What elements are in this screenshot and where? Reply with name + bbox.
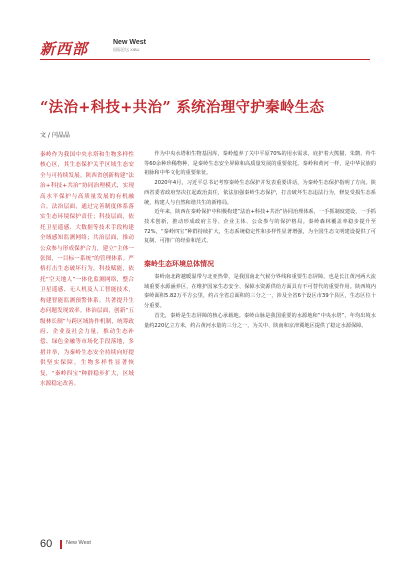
page-footer (40, 538, 160, 552)
article-title: “法治+科技+共治” 系统治理守护秦岭生态 (40, 99, 325, 116)
article-author: 文 / 闫晶晶 (40, 132, 70, 139)
masthead-logo: 新西部 (40, 40, 89, 58)
footer-accent-bar (60, 540, 62, 549)
brand-subtitle: 国际论坛 XIBU (113, 47, 140, 52)
brand-block (113, 39, 146, 52)
body-paragraph: 首先，秦岭是生态屏障的核心承载地。秦岭山脉是我国重要的水源地和“中央水塔”，年均出境水量约220亿立方米，约占黄河水量的三分之一，为关中、陕南和京津冀地区提供了稳定水源保障。 (144, 312, 376, 329)
article-abstract: 秦岭作为我国中央水塔和生物多样性核心区，其生态保护关乎区域生态安全与可持续发展。陕西省创新构建“法治+科技+共治”协同治理模式，实现高水平保护与高质量发展的有机融合。法治层面，通过完善制度体系落实生态环境保护责任；科技层面，依托卫星遥感、大数据等技术手段构建全域感知监测网络；共治层面，推动公众参与形成保护合力，建立“主体一张图，一目标一系统”的管理体系。严格打击生态破坏行为，科技赋能，依托“空天地人”一体化监测网络，整合卫星遥感、无人机及人工智能技术，构建智能监测预警体系。共著提升生态问题发现效率。体治层面，创新“五级林长制”与跨区域协作机制，统筹政府、企业及社会力量，推动生态补偿、绿色金融等市场化手段落地，多措并举，为秦岭生态安全持续向好提供坚实保障，生物多样性显著恢复，“秦岭四宝”种群稳步扩大，区域水源稳定改善。 (40, 152, 134, 387)
body-paragraph: 近年来，陕西在秦岭保护中积极构建“法治+科技+共治”协同治理体系，一手抓制度建设，一手抓技术创新，推动形成政府主导、企业主体、公众参与的保护格局。秦岭森林覆盖率稳步提升至72%，“秦岭四宝”种群持续扩大，生态系统稳定性和多样性显著增强，为全国生态文明建设提供了可复制、可推广的经验和范式。 (144, 209, 376, 245)
header-divider (40, 59, 370, 60)
body-paragraph: 秦岭南北跨越暖温带与北亚热带，是我国南北气候分界线和重要生态屏障，也是长江黄河两大流域重要水源涵养区，在维护国家生态安全、保障水资源供给方面具有不可替代的重要作用。陕西境内秦岭面积5.82万平方公里，约占全省总面积的三分之一，涉及全省6个设区市39个县区，生态区位十分重要。 (144, 274, 376, 310)
page-number: 60 (40, 538, 53, 550)
article-body (144, 150, 376, 331)
footer-label: New West (66, 540, 91, 546)
brand-english: New West (113, 39, 146, 46)
page-header (40, 38, 370, 64)
body-paragraph: 2020年4月，习近平总书记考察秦岭生态保护并发表重要讲话，为秦岭生态保护指明了方向。陕西省委省政府坚决扛起政治责任，依法加强秦岭生态保护，打击破坏生态违法行为，修复受损生态系统，构建人与自然和谐共生的新格局。 (144, 180, 376, 206)
section-heading: 秦岭生态环境总体情况 (144, 260, 214, 269)
body-paragraph: 作为中央水塔和生物基因库，秦岭蕴养了关中平原70%的用水需求，庇护着大熊猫、朱鹮、羚牛等60余种珍稀物种，是秦岭生态安全屏障和高质量发展的重要依托。秦岭和黄河一样，是中华民族的祖脉和中华文化的重要象征。 (144, 151, 376, 177)
